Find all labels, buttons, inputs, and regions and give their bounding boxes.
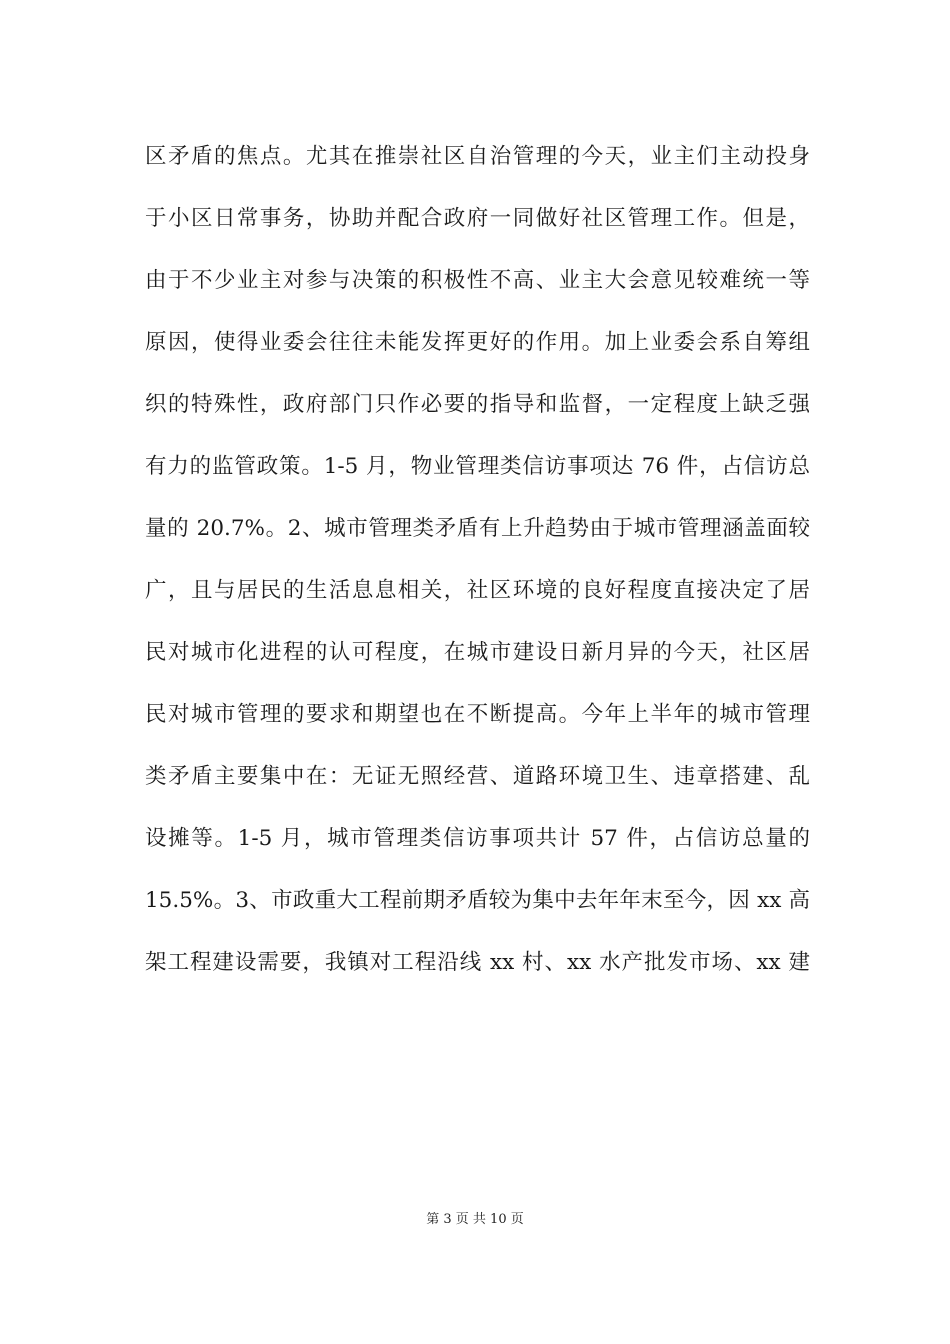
text-line: 15.5%。3、市政重大工程前期矛盾较为集中去年年末至今，因 xx 高	[145, 888, 810, 913]
text-line: 有力的监管政策。1-5 月，物业管理类信访事项达 76 件，占信访总	[145, 454, 810, 479]
text-line: 设摊等。1-5 月，城市管理类信访事项共计 57 件，占信访总量的	[145, 826, 810, 851]
text-line: 广，且与居民的生活息息相关，社区环境的良好程度直接决定了居	[145, 578, 810, 603]
page-number-footer: 第 3 页 共 10 页	[426, 1212, 524, 1227]
text-line: 由于不少业主对参与决策的积极性不高、业主大会意见较难统一等	[145, 268, 810, 293]
text-line: 原因，使得业委会往往未能发挥更好的作用。加上业委会系自筹组	[145, 330, 810, 355]
text-line: 民对城市管理的要求和期望也在不断提高。今年上半年的城市管理	[145, 702, 810, 727]
text-line: 类矛盾主要集中在：无证无照经营、道路环境卫生、违章搭建、乱	[145, 764, 810, 789]
text-line: 于小区日常事务，协助并配合政府一同做好社区管理工作。但是，	[145, 206, 810, 231]
body-text	[145, 131, 810, 999]
text-line: 架工程建设需要，我镇对工程沿线 xx 村、xx 水产批发市场、xx 建	[145, 950, 810, 975]
text-line: 民对城市化进程的认可程度，在城市建设日新月异的今天，社区居	[145, 640, 810, 665]
text-line: 区矛盾的焦点。尤其在推崇社区自治管理的今天，业主们主动投身	[145, 144, 810, 169]
text-line: 织的特殊性，政府部门只作必要的指导和监督，一定程度上缺乏强	[145, 392, 810, 417]
text-line: 量的 20.7%。2、城市管理类矛盾有上升趋势由于城市管理涵盖面较	[145, 516, 810, 541]
